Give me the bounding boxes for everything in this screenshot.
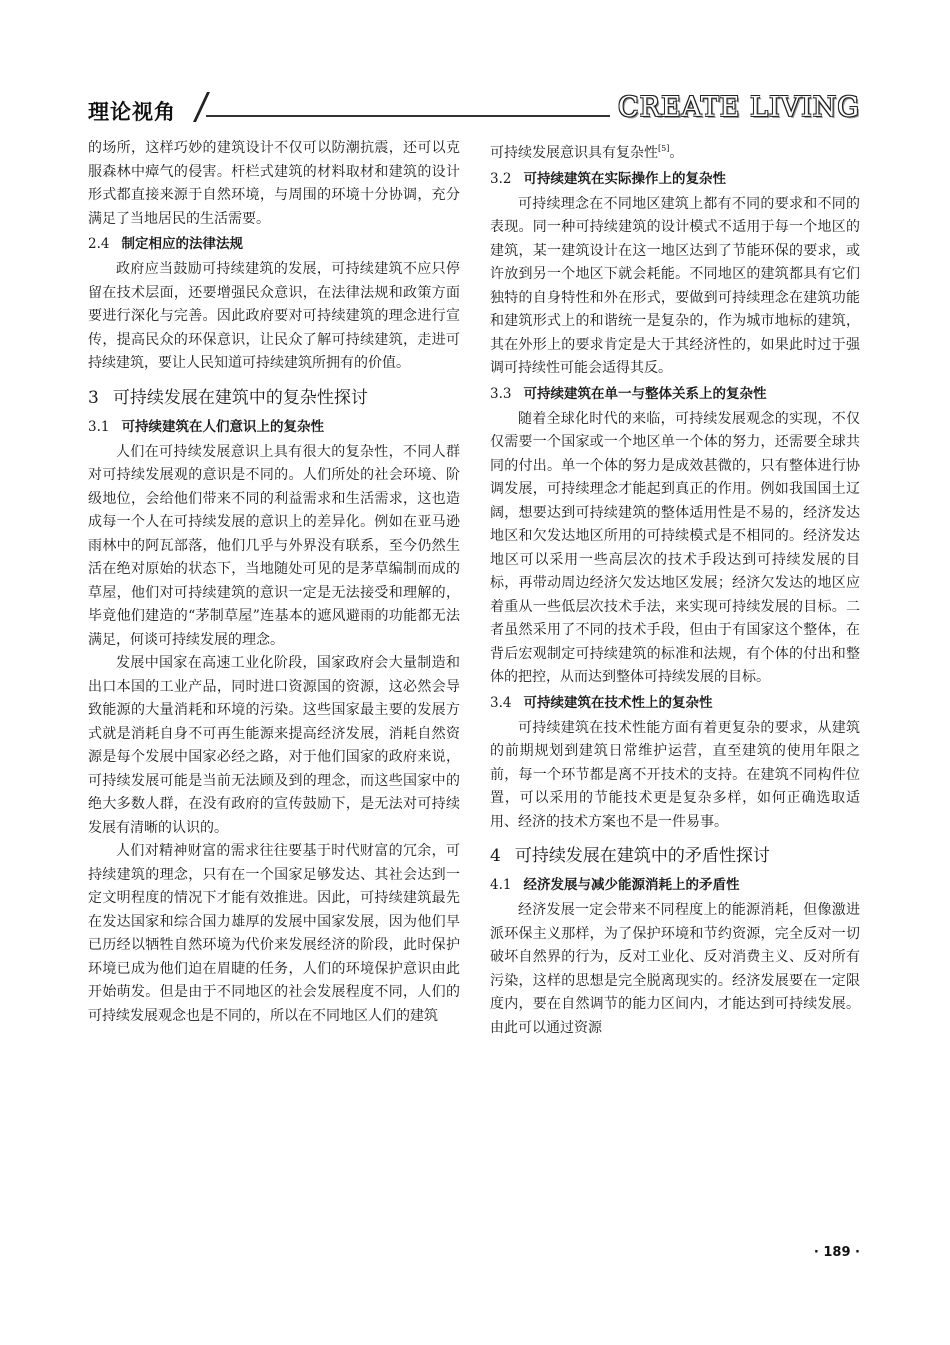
- paragraph-text: 可持续发展意识具有复杂性: [490, 145, 658, 161]
- subsection-heading-3-2: [490, 168, 860, 191]
- subsection-heading-3-1: [88, 416, 460, 439]
- paragraph: 的场所，这样巧妙的建筑设计不仅可以防潮抗震，还可以克服森林中瘴气的侵害。杆栏式建筑的材料取材和建筑的设计形式都直接来源于自然环境，与周围的环境十分协调，充分满足了当地居民的生活需要。: [88, 140, 460, 227]
- paragraph: 政府应当鼓励可持续建筑的发展，可持续建筑不应只停留在技术层面，还要增强民众意识，在法律法规和政策方面要进行深化与完善。因此政府要对可持续建筑的理念进行宣传，提高民众的环保意识，让民众了解可持续建筑，走进可持续建筑，要让人民知道可持续建筑所拥有的价值。: [88, 261, 460, 371]
- section-title: 可持续建筑在实际操作上的复杂性: [523, 170, 726, 187]
- paragraph: [490, 137, 860, 166]
- section-number: 3: [88, 387, 99, 408]
- left-column: [88, 137, 460, 1028]
- section-title: 经济发展与减少能源消耗上的矛盾性: [523, 877, 740, 893]
- paragraph: 人们在可持续发展意识上具有很大的复杂性，不同人群对可持续发展观的意识是不同的。人们所处的社会环境、阶级地位，会给他们带来不同的利益需求和生活需求，这也造成每一个人在可持续发展的意识上的差异化。例如在亚马逊雨林中的阿瓦部落，他们几乎与外界没有联系，至今仍然生活在绝对原始的状态下，当地随处可见的是茅草编制而成的草屋，他们对可持续建筑的意识一定是无法接受和理解的，毕竟他们建造的“茅制草屋”连基本的遮风避雨的功能都无法满足，何谈可持续发展的理念。: [88, 443, 460, 648]
- page-number: · 189 ·: [813, 1245, 860, 1260]
- section-heading-3: [88, 384, 460, 412]
- section-title: 可持续发展在建筑中的矛盾性探讨: [514, 846, 770, 866]
- section-number: 4: [490, 846, 501, 866]
- section-number: 3.3: [490, 385, 512, 402]
- section-number: 4.1: [490, 877, 512, 893]
- section-title: 制定相应的法律法规: [121, 236, 243, 252]
- paragraph: 可持续建筑在技术性能方面有着更复杂的要求，从建筑的前期规划到建筑日常维护运营，直至建筑的使用年限之前，每一个环节都是离不开技术的支持。在建筑不同构件位置，可以采用的节能技术更是复杂多样，如何正确选取适用、经济的技术方案也不是一件易事。: [490, 719, 860, 830]
- header-slash-divider: [193, 92, 210, 122]
- section-number: 3.1: [88, 418, 110, 435]
- paragraph: 发展中国家在高速工业化阶段，国家政府会大量制造和出口本国的工业产品，同时进口资源国的资源，这必然会导致能源的大量消耗和环境的污染。这些国家最主要的发展方式就是消耗自身不可再生能源来提高经济发展，消耗自然资源是每个发展中国家必经之路，对于他们国家的政府来说，可持续发展可能是当前无法顾及到的理念，而这些国家中的绝大多数人群，在没有政府的宣传鼓励下，是无法对可持续发展有清晰的认识的。: [88, 655, 460, 836]
- journal-name: CREATE LIVING: [618, 92, 860, 123]
- section-title: 可持续建筑在技术性上的复杂性: [523, 694, 713, 711]
- journal-section-title: 理论视角: [88, 100, 176, 124]
- subsection-heading-3-3: [490, 383, 860, 406]
- citation-ref: [5]: [658, 144, 670, 153]
- section-heading-4: [490, 842, 860, 870]
- section-title: 可持续建筑在人们意识上的复杂性: [121, 418, 324, 435]
- subsection-heading-4-1: [490, 874, 860, 897]
- paragraph: 随着全球化时代的来临，可持续发展观念的实现，不仅仅需要一个国家或一个地区单一个体的努力，还需要全球共同的付出。单一个体的努力是成效甚微的，只有整体进行协调发展，可持续理念才能起到真正的作用。例如我国国土辽阔，想要达到可持续建筑的整体适用性是不易的，经济发达地区和欠发达地区所用的可持续模式是不相同的。经济发达地区可以采用一些高层次的技术手段达到可持续发展的目标，再带动周边经济欠发达地区发展；经济欠发达的地区应着重从一些低层次技术手法，来实现可持续发展的目标。二者虽然采用了不同的技术手段，但由于有国家这个整体，在背后宏观制定可持续建筑的标准和法规，有个体的付出和整体的把控，从而达到整体可持续发展的目标。: [490, 410, 860, 685]
- running-header: [88, 92, 860, 128]
- paragraph: 人们对精神财富的需求往往要基于时代财富的冗余，可持续建筑的理念，只有在一个国家足够发达、其社会达到一定文明程度的情况下才能有效推进。因此，可持续建筑最先在发达国家和综合国力雄厚的发展中国家发展，因为他们早已历经以牺牲自然环境为代价来发展经济的阶段，此时保护环境已成为他们迫在眉睫的任务，人们的环境保护意识由此开始萌发。但是由于不同地区的社会发展程度不同，人们的可持续发展观念也是不同的，所以在不同地区人们的建筑: [88, 843, 460, 1024]
- paragraph: 可持续理念在不同地区建筑上都有不同的要求和不同的表现。同一种可持续建筑的设计模式不适用于每一个地区的建筑，某一建筑设计在这一地区达到了节能环保的要求，或许放到另一个地区下就会耗能。不同地区的建筑都具有它们独特的自身特性和外在形式，要做到可持续理念在建筑功能和建筑形式上的和谐统一是复杂的，作为城市地标的建筑，其在外形上的要求肯定是大于其经济性的，如果此时过于强调可持续性可能会适得其反。: [490, 195, 860, 376]
- right-column: [490, 137, 860, 1040]
- paragraph-end: 。: [669, 145, 684, 161]
- section-number: 3.4: [490, 694, 512, 711]
- header-rule: [206, 115, 610, 117]
- section-title: 可持续建筑在单一与整体关系上的复杂性: [523, 385, 767, 402]
- subsection-heading-2-4: [88, 233, 460, 256]
- paragraph: 经济发展一定会带来不同程度上的能源消耗，但像激进派环保主义那样，为了保护环境和节约资源，完全反对一切破坏自然界的行为，反对工业化、反对消费主义、反对所有污染，这样的思想是完全脱离现实的。经济发展要在一定限度内，要在自然调节的能力区间内，才能达到可持续发展。由此可以通过资源: [490, 902, 860, 1036]
- section-title: 可持续发展在建筑中的复杂性探讨: [112, 387, 368, 408]
- subsection-heading-3-4: [490, 692, 860, 715]
- section-number: 3.2: [490, 170, 512, 187]
- section-number: 2.4: [88, 236, 110, 252]
